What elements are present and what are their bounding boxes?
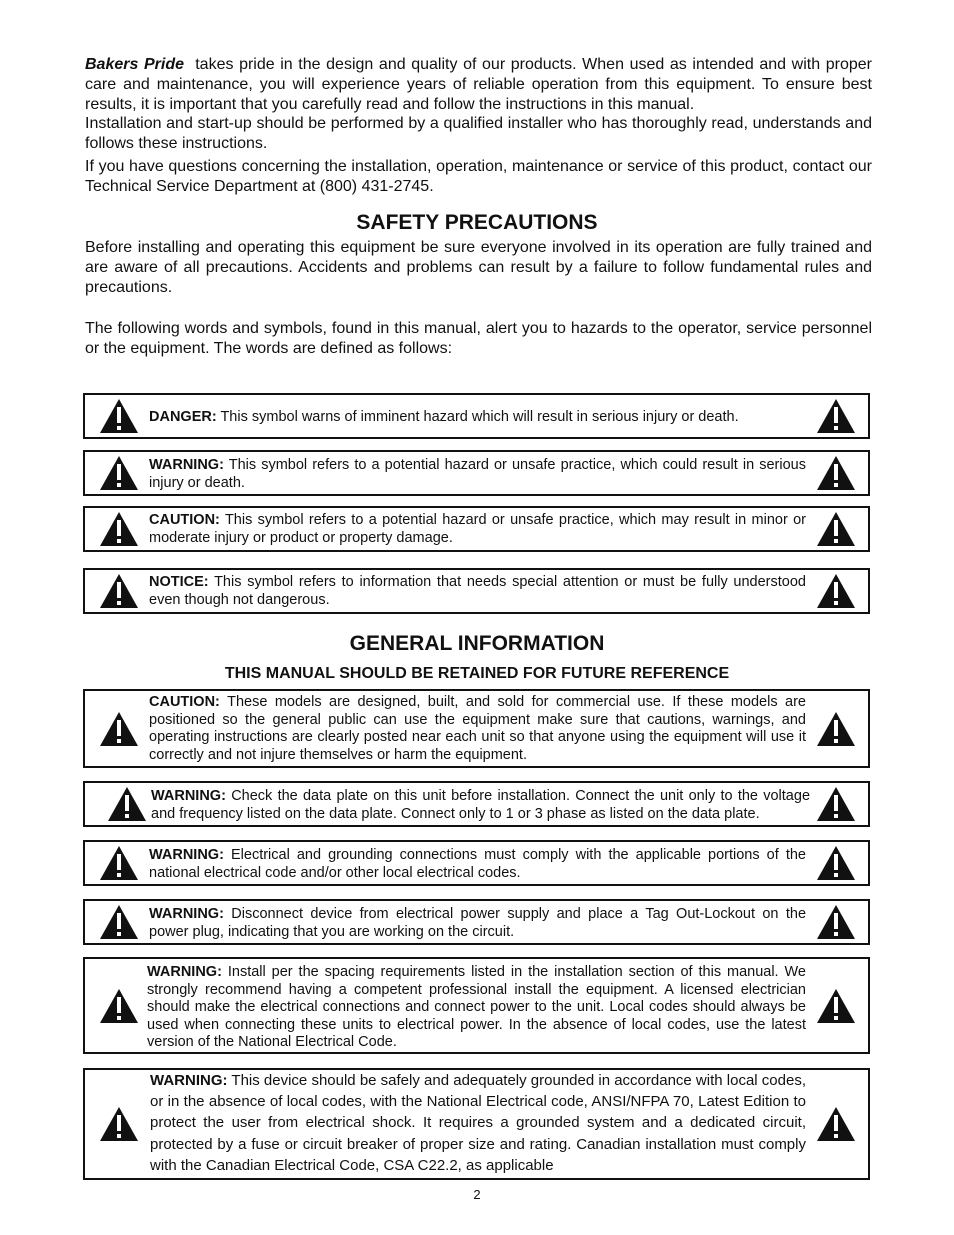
caution-label: CAUTION:	[149, 694, 220, 710]
warning-triangle-icon	[816, 904, 856, 940]
warning-triangle-icon	[99, 398, 139, 434]
warning-triangle-icon	[816, 988, 856, 1024]
warning-triangle-icon	[99, 1106, 139, 1142]
retain-manual-subheading: THIS MANUAL SHOULD BE RETAINED FOR FUTURE REFERENCE	[224, 665, 730, 682]
warning-triangle-icon	[816, 573, 856, 609]
page-number: 2	[473, 1187, 481, 1202]
safety-paragraph-1: Before installing and operating this equipment be sure everyone involved in its operation are fully trained and are aware of all precautions. Accidents and problems can result by a failure to follow fundamental rules and precautions.	[85, 239, 872, 296]
data-plate-warning-box	[83, 781, 870, 827]
danger-description: This symbol warns of imminent hazard which will result in serious injury or death.	[220, 409, 739, 425]
warning-triangle-icon	[99, 711, 139, 747]
warning-definition-text	[149, 457, 806, 492]
warning-triangle-icon	[816, 786, 856, 822]
warning-definition-box	[83, 450, 870, 496]
warning-label: WARNING:	[149, 457, 224, 473]
warning-label: WARNING:	[149, 847, 224, 863]
warning-description: Electrical and grounding connections must comply with the applicable portions of the national electrical code and/or other local electrical codes.	[149, 847, 806, 881]
safety-precautions-heading: SAFETY PRECAUTIONS	[356, 211, 598, 234]
warning-label: WARNING:	[147, 964, 222, 980]
warning-triangle-icon	[99, 988, 139, 1024]
caution-definition-box	[83, 506, 870, 552]
commercial-use-caution-text	[149, 694, 806, 764]
warning-label: WARNING:	[150, 1072, 228, 1089]
grounding-warning-text	[150, 1070, 806, 1176]
warning-triangle-icon	[107, 786, 147, 822]
caution-definition-text	[149, 512, 806, 547]
warning-triangle-icon	[816, 711, 856, 747]
warning-triangle-icon	[816, 845, 856, 881]
danger-definition-text	[149, 409, 806, 427]
danger-definition-box	[83, 393, 870, 439]
lockout-warning-box	[83, 899, 870, 945]
warning-triangle-icon	[816, 1106, 856, 1142]
warning-triangle-icon	[99, 845, 139, 881]
brand-name: Bakers Pride	[85, 56, 184, 73]
warning-label: WARNING:	[151, 788, 226, 804]
intro-paragraph-1-text: takes pride in the design and quality of our products. When used as intended and with proper care and maintenance, you will experience years of reliable operation from this equipment. To ensure best results, it is important that you carefully read and follow the instructions in this manual.	[85, 56, 872, 113]
warning-description: Check the data plate on this unit before installation. Connect the unit only to the voltage and frequency listed on the data plate. Connect only to 1 or 3 phase as listed on the data plate.	[151, 788, 811, 822]
caution-description: This symbol refers to a potential hazard or unsafe practice, which may result in minor or moderate injury or product or property damage.	[149, 512, 806, 546]
intro-paragraph-2: Installation and start-up should be performed by a qualified installer who has thoroughly read, understands and follows these instructions.	[85, 115, 872, 152]
warning-description: This device should be safely and adequately grounded in accordance with local codes, or in the absence of local codes, with the National Electrical code, ANSI/NFPA 70, Latest Edition to protect the user from electrical shock. It requires a grounded system and a dedicated circuit, protected by a fuse or circuit breaker of proper size and rating. Canadian installation must comply with the Canadian Electrical Code, CSA C22.2, as applicable	[150, 1072, 806, 1174]
notice-definition-box	[83, 568, 870, 614]
warning-triangle-icon	[99, 904, 139, 940]
lockout-warning-text	[149, 906, 806, 941]
warning-description: This symbol refers to a potential hazard or unsafe practice, which could result in serious injury or death.	[149, 457, 806, 491]
safety-paragraph-2: The following words and symbols, found in this manual, alert you to hazards to the operator, service personnel or the equipment. The words are defined as follows:	[85, 320, 872, 357]
warning-triangle-icon	[816, 511, 856, 547]
general-information-heading: GENERAL INFORMATION	[349, 632, 605, 655]
notice-definition-text	[149, 574, 806, 609]
data-plate-warning-text	[151, 788, 810, 823]
installation-warning-box	[83, 957, 870, 1054]
warning-triangle-icon	[99, 511, 139, 547]
electrical-code-warning-box	[83, 840, 870, 886]
installation-warning-text	[147, 964, 806, 1052]
electrical-code-warning-text	[149, 847, 806, 882]
notice-description: This symbol refers to information that needs special attention or must be fully understood even though not dangerous.	[149, 574, 806, 608]
warning-triangle-icon	[816, 398, 856, 434]
intro-paragraph-1	[85, 55, 872, 115]
caution-label: CAUTION:	[149, 512, 220, 528]
warning-label: WARNING:	[149, 906, 224, 922]
commercial-use-caution-box	[83, 689, 870, 768]
warning-triangle-icon	[816, 455, 856, 491]
warning-description: Disconnect device from electrical power supply and place a Tag Out-Lockout on the power plug, indicating that you are working on the circuit.	[149, 906, 807, 940]
intro-paragraph-3: If you have questions concerning the installation, operation, maintenance or service of this product, contact our Technical Service Department at (800) 431-2745.	[85, 158, 872, 195]
warning-description: Install per the spacing requirements listed in the installation section of this manual. We strongly recommend having a competent professional install the equipment. A licensed electrician should make the electrical connections and connect power to the unit. Local codes should always be used when connecting these units to electrical power. In the absence of local codes, use the latest version of the National Electrical Code.	[147, 964, 806, 1051]
notice-label: NOTICE:	[149, 574, 209, 590]
warning-triangle-icon	[99, 455, 139, 491]
caution-description: These models are designed, built, and sold for commercial use. If these models are positioned so the general public can use the equipment make sure that cautions, warnings, and operating instructions are clearly posted near each unit so that anyone using the equipment will use it correctly and not injure themselves or harm the equipment.	[149, 694, 806, 763]
grounding-warning-box	[83, 1068, 870, 1180]
danger-label: DANGER:	[149, 409, 217, 425]
warning-triangle-icon	[99, 573, 139, 609]
